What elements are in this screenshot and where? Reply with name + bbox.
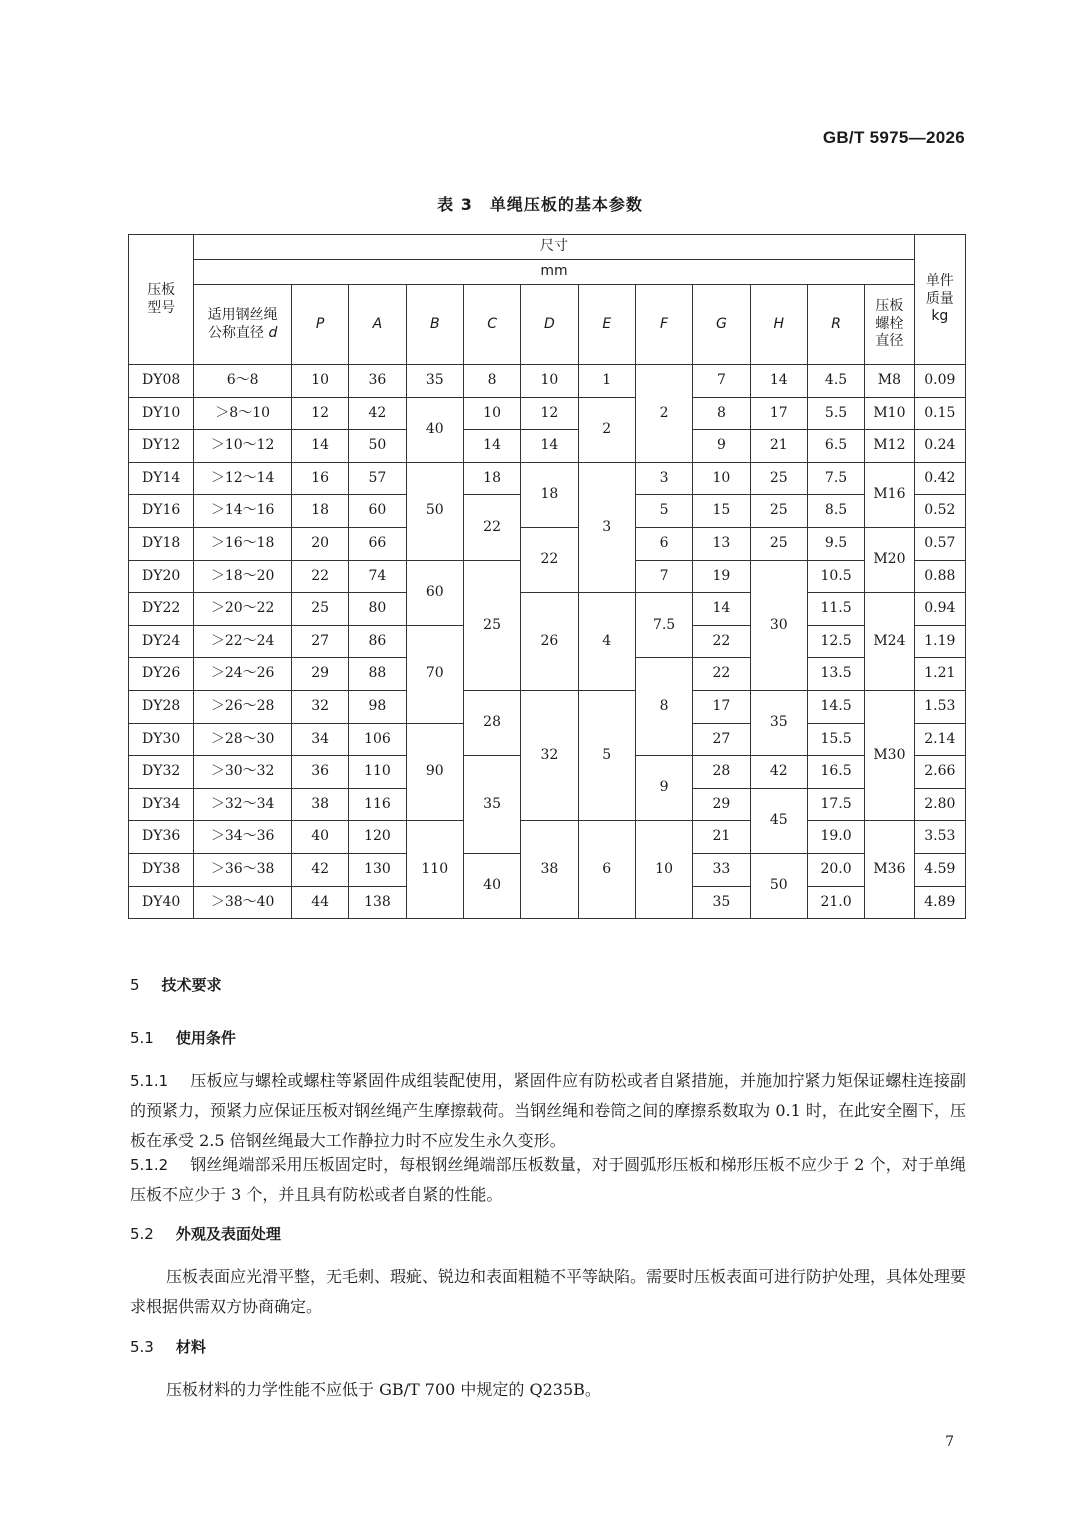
cell-bolt: M10 [865,397,914,430]
cell-model: DY22 [129,593,194,626]
cell-G: 27 [693,723,750,756]
cell-model: DY26 [129,658,194,691]
cell-P: 22 [291,560,348,593]
cell-C: 18 [463,462,520,495]
cell-C: 14 [463,430,520,463]
cell-P: 44 [291,886,348,919]
cell-D: 26 [521,593,578,691]
header-G: G [693,285,750,365]
cell-mass: 2.66 [914,756,965,789]
cell-mass: 4.89 [914,886,965,919]
parameters-table [128,234,966,919]
cell-P: 29 [291,658,348,691]
cell-d: ＞30～32 [194,756,292,789]
header-P: P [291,285,348,365]
cell-G: 10 [693,462,750,495]
cell-G: 35 [693,886,750,919]
cell-A: 57 [349,462,406,495]
cell-B: 70 [406,625,463,723]
cell-C: 25 [463,560,520,690]
cell-H: 14 [750,365,807,398]
cell-A: 42 [349,397,406,430]
cell-H: 50 [750,853,807,918]
header-H: H [750,285,807,365]
cell-R: 11.5 [807,593,864,626]
cell-model: DY14 [129,462,194,495]
cell-G: 15 [693,495,750,528]
table-title: 表 3 单绳压板的基本参数 [437,195,643,214]
cell-D: 18 [521,462,578,527]
cell-A: 98 [349,690,406,723]
cell-model: DY10 [129,397,194,430]
cell-mass: 0.24 [914,430,965,463]
header-dimension-unit: mm [194,260,914,285]
cell-d: ＞22～24 [194,625,292,658]
cell-d: ＞28～30 [194,723,292,756]
cell-G: 21 [693,821,750,854]
cell-D: 22 [521,527,578,592]
cell-C: 8 [463,365,520,398]
section-5-1-heading: 5.1 使用条件 [130,1029,236,1047]
cell-H: 30 [750,560,807,690]
cell-A: 74 [349,560,406,593]
cell-F: 2 [635,365,692,463]
header-R: R [807,285,864,365]
cell-R: 9.5 [807,527,864,560]
cell-R: 4.5 [807,365,864,398]
cell-H: 42 [750,756,807,789]
cell-model: DY30 [129,723,194,756]
cell-H: 25 [750,462,807,495]
cell-d: ＞10～12 [194,430,292,463]
cell-D: 38 [521,821,578,919]
cell-F: 7 [635,560,692,593]
cell-R: 16.5 [807,756,864,789]
cell-bolt: M12 [865,430,914,463]
cell-R: 17.5 [807,788,864,821]
header-bolt-diameter: 压板螺栓直径 [865,285,914,365]
table-row [129,527,966,560]
cell-d: ＞38～40 [194,886,292,919]
cell-A: 36 [349,365,406,398]
cell-model: DY18 [129,527,194,560]
cell-P: 25 [291,593,348,626]
header-B: B [406,285,463,365]
cell-B: 50 [406,462,463,560]
cell-R: 6.5 [807,430,864,463]
header-C: C [463,285,520,365]
cell-G: 33 [693,853,750,886]
cell-d: ＞34～36 [194,821,292,854]
cell-bolt: M8 [865,365,914,398]
cell-G: 9 [693,430,750,463]
cell-F: 9 [635,756,692,821]
cell-R: 15.5 [807,723,864,756]
cell-R: 21.0 [807,886,864,919]
cell-B: 110 [406,821,463,919]
cell-E: 3 [578,462,635,592]
cell-H: 35 [750,690,807,755]
cell-P: 40 [291,821,348,854]
header-rope-diameter: 适用钢丝绳公称直径 d [194,285,292,365]
cell-d: ＞14～16 [194,495,292,528]
table-row [129,821,966,854]
cell-A: 60 [349,495,406,528]
page-number: 7 [945,1434,954,1450]
cell-P: 16 [291,462,348,495]
cell-bolt: M24 [865,593,914,691]
cell-A: 88 [349,658,406,691]
cell-G: 17 [693,690,750,723]
cell-B: 40 [406,397,463,462]
cell-C: 10 [463,397,520,430]
cell-D: 10 [521,365,578,398]
cell-mass: 4.59 [914,853,965,886]
cell-D: 14 [521,430,578,463]
cell-P: 38 [291,788,348,821]
cell-P: 14 [291,430,348,463]
cell-G: 8 [693,397,750,430]
cell-model: DY28 [129,690,194,723]
table-row [129,462,966,495]
cell-d: ＞24～26 [194,658,292,691]
header-A: A [349,285,406,365]
cell-A: 130 [349,853,406,886]
cell-model: DY36 [129,821,194,854]
header-F: F [635,285,692,365]
cell-G: 22 [693,625,750,658]
cell-F: 10 [635,821,692,919]
cell-model: DY24 [129,625,194,658]
cell-d: 6～8 [194,365,292,398]
cell-E: 4 [578,593,635,691]
cell-P: 42 [291,853,348,886]
cell-H: 25 [750,527,807,560]
cell-model: DY20 [129,560,194,593]
cell-P: 34 [291,723,348,756]
table-row [129,430,966,463]
cell-A: 50 [349,430,406,463]
header-E: E [578,285,635,365]
cell-G: 22 [693,658,750,691]
cell-D: 32 [521,690,578,820]
cell-E: 1 [578,365,635,398]
cell-A: 138 [349,886,406,919]
cell-P: 18 [291,495,348,528]
cell-F: 7.5 [635,593,692,658]
clause-5-2-text: 压板表面应光滑平整，无毛刺、瑕疵、锐边和表面粗糙不平等缺陷。需要时压板表面可进行防护处理，具体处理要求根据供需双方协商确定。 [130,1267,967,1316]
cell-mass: 0.09 [914,365,965,398]
cell-d: ＞36～38 [194,853,292,886]
cell-G: 28 [693,756,750,789]
header-D: D [521,285,578,365]
cell-bolt: M20 [865,527,914,592]
cell-G: 19 [693,560,750,593]
cell-H: 25 [750,495,807,528]
cell-mass: 1.19 [914,625,965,658]
cell-H: 17 [750,397,807,430]
cell-C: 35 [463,756,520,854]
cell-C: 40 [463,853,520,918]
cell-A: 120 [349,821,406,854]
table-row [129,397,966,430]
cell-R: 7.5 [807,462,864,495]
cell-G: 14 [693,593,750,626]
cell-mass: 0.52 [914,495,965,528]
header-model: 压板型号 [129,235,194,365]
cell-P: 27 [291,625,348,658]
cell-A: 66 [349,527,406,560]
section-5-3-heading: 5.3 材料 [130,1338,206,1356]
cell-P: 10 [291,365,348,398]
cell-model: DY12 [129,430,194,463]
cell-mass: 2.80 [914,788,965,821]
cell-bolt: M36 [865,821,914,919]
cell-E: 6 [578,821,635,919]
table-row [129,365,966,398]
cell-A: 80 [349,593,406,626]
cell-d: ＞26～28 [194,690,292,723]
cell-H: 21 [750,430,807,463]
cell-mass: 0.42 [914,462,965,495]
cell-model: DY08 [129,365,194,398]
cell-P: 20 [291,527,348,560]
cell-mass: 0.57 [914,527,965,560]
cell-R: 8.5 [807,495,864,528]
cell-A: 86 [349,625,406,658]
cell-R: 20.0 [807,853,864,886]
cell-mass: 0.94 [914,593,965,626]
clause-5-1-1: 5.1.1 压板应与螺栓或螺柱等紧固件成组装配使用，紧固件应有防松或者自紧措施，并施加拧紧力矩保证螺柱连接副的预紧力，预紧力应保证压板对钢丝绳产生摩擦载荷。当钢丝绳和卷筒之间的摩擦系数取为 0.1 时，在此安全圈下，压板在承受 2.5 倍钢丝绳最大工作静拉力时不应发生永久变形。 [130,1071,966,1150]
cell-mass: 0.15 [914,397,965,430]
cell-mass: 0.88 [914,560,965,593]
cell-model: DY38 [129,853,194,886]
cell-G: 7 [693,365,750,398]
section-5-2-heading: 5.2 外观及表面处理 [130,1225,281,1243]
cell-C: 28 [463,690,520,755]
cell-d: ＞12～14 [194,462,292,495]
cell-R: 12.5 [807,625,864,658]
cell-model: DY32 [129,756,194,789]
cell-A: 110 [349,756,406,789]
cell-mass: 2.14 [914,723,965,756]
cell-P: 36 [291,756,348,789]
cell-mass: 1.53 [914,690,965,723]
clause-5-3-text: 压板材料的力学性能不应低于 GB/T 700 中规定的 Q235B。 [166,1380,601,1399]
cell-E: 5 [578,690,635,820]
cell-d: ＞20～22 [194,593,292,626]
cell-F: 5 [635,495,692,528]
cell-B: 35 [406,365,463,398]
header-dimension-group: 尺寸 [194,235,914,260]
cell-R: 19.0 [807,821,864,854]
cell-F: 3 [635,462,692,495]
cell-d: ＞16～18 [194,527,292,560]
cell-d: ＞32～34 [194,788,292,821]
cell-R: 14.5 [807,690,864,723]
cell-P: 32 [291,690,348,723]
cell-d: ＞8～10 [194,397,292,430]
cell-P: 12 [291,397,348,430]
cell-mass: 3.53 [914,821,965,854]
cell-bolt: M30 [865,690,914,820]
cell-bolt: M16 [865,462,914,527]
cell-model: DY16 [129,495,194,528]
table-row [129,690,966,723]
cell-R: 13.5 [807,658,864,691]
cell-B: 90 [406,723,463,821]
cell-R: 5.5 [807,397,864,430]
cell-model: DY34 [129,788,194,821]
header-unit-mass: 单件质量 kg [914,235,965,365]
cell-model: DY40 [129,886,194,919]
standard-code: GB/T 5975—2026 [822,128,965,147]
cell-H: 45 [750,788,807,853]
cell-d: ＞18～20 [194,560,292,593]
cell-A: 106 [349,723,406,756]
cell-E: 2 [578,397,635,462]
cell-F: 8 [635,658,692,756]
cell-D: 12 [521,397,578,430]
cell-R: 10.5 [807,560,864,593]
cell-G: 29 [693,788,750,821]
cell-B: 60 [406,560,463,625]
cell-C: 22 [463,495,520,560]
clause-5-1-2: 5.1.2 钢丝绳端部采用压板固定时，每根钢丝绳端部压板数量，对于圆弧形压板和梯形压板不应少于 2 个，对于单绳压板不应少于 3 个，并且具有防松或者自紧的性能。 [130,1155,966,1204]
section-5-heading: 5 技术要求 [130,976,222,994]
cell-A: 116 [349,788,406,821]
cell-F: 6 [635,527,692,560]
table-row [129,593,966,626]
cell-mass: 1.21 [914,658,965,691]
cell-G: 13 [693,527,750,560]
